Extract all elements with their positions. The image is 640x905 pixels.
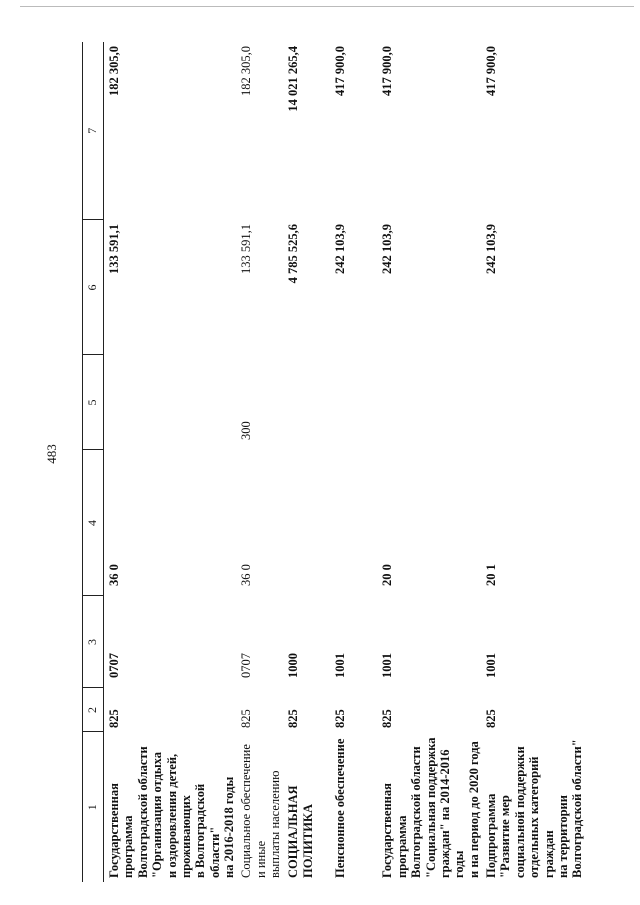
header-col-4: 4 <box>83 450 104 596</box>
table-row <box>330 42 377 882</box>
budget-table <box>82 42 624 882</box>
header-col-1: 1 <box>83 732 104 882</box>
table-body <box>104 42 625 882</box>
cell-amount-6: 133 591,1 <box>107 224 121 274</box>
row-name: Государственная программа Волгоградской области "Организация отдыха и оздоровления детей, проживающих в Волгоградской области" на 2016-2018 годы <box>107 746 236 878</box>
cell-target <box>330 450 377 596</box>
cell-amount-7: 182 305,0 <box>107 46 121 96</box>
cell-expense-type <box>283 355 330 450</box>
cell-target: 36 0 <box>107 564 121 586</box>
cell-expense-type <box>481 355 624 450</box>
header-col-6: 6 <box>83 220 104 355</box>
table-row <box>283 42 330 882</box>
cell-expense-type <box>104 355 237 450</box>
cell-section: 1001 <box>333 653 348 678</box>
cell-target: 20 0 <box>380 564 395 586</box>
cell-amount-7: 14 021 265,4 <box>286 46 301 112</box>
cell-amount-6: 242 103,9 <box>333 224 348 274</box>
cell-code: 825 <box>107 709 121 728</box>
cell-section: 1000 <box>286 653 301 678</box>
cell-amount-7: 417 900,0 <box>333 46 348 96</box>
cell-amount-6: 4 785 525,6 <box>286 224 301 284</box>
cell-section: 1001 <box>380 653 395 678</box>
page-number: 483 <box>44 444 59 464</box>
cell-amount-6: 242 103,9 <box>380 224 395 274</box>
table-row <box>377 42 481 882</box>
table-row <box>481 42 624 882</box>
row-name: Пенсионное обеспечение <box>333 738 348 878</box>
cell-code: 825 <box>484 709 498 728</box>
cell-code: 825 <box>333 709 348 728</box>
row-name: СОЦИАЛЬНАЯ ПОЛИТИКА <box>286 785 315 878</box>
top-edge-line <box>20 6 634 7</box>
cell-section: 1001 <box>484 653 498 678</box>
cell-code: 825 <box>380 709 395 728</box>
cell-expense-type: 300 <box>239 421 254 440</box>
table-header <box>83 42 104 882</box>
row-name: Подпрограмма "Развитие мер социальной поддержки отдельных категорий граждан на территории Волгоградской области" <box>484 739 585 878</box>
cell-amount-7: 417 900,0 <box>484 46 498 96</box>
cell-amount-6: 242 103,9 <box>484 224 498 274</box>
header-col-3: 3 <box>83 596 104 688</box>
cell-code: 825 <box>239 709 254 728</box>
cell-amount-6: 133 591,1 <box>239 224 254 274</box>
header-col-7: 7 <box>83 42 104 220</box>
cell-target: 36 0 <box>239 564 254 586</box>
cell-expense-type <box>330 355 377 450</box>
cell-expense-type <box>377 355 481 450</box>
cell-code: 825 <box>286 709 301 728</box>
row-name: Государственная программа Волгоградской области "Социальная поддержка граждан" на 2014-2016 годы и на период до 2020 года <box>380 737 481 878</box>
cell-target: 20 1 <box>484 564 498 586</box>
cell-amount-7: 182 305,0 <box>239 46 254 96</box>
header-col-2: 2 <box>83 688 104 732</box>
cell-section: 0707 <box>107 653 121 678</box>
table-row <box>104 42 237 882</box>
rotated-table-wrapper <box>82 42 630 882</box>
cell-target <box>283 450 330 596</box>
header-col-5: 5 <box>83 355 104 450</box>
table-row <box>236 42 283 882</box>
header-row <box>83 42 104 882</box>
cell-section: 0707 <box>239 653 254 678</box>
cell-amount-7: 417 900,0 <box>380 46 395 96</box>
row-name: Социальное обеспечение и иные выплаты населению <box>239 744 283 878</box>
